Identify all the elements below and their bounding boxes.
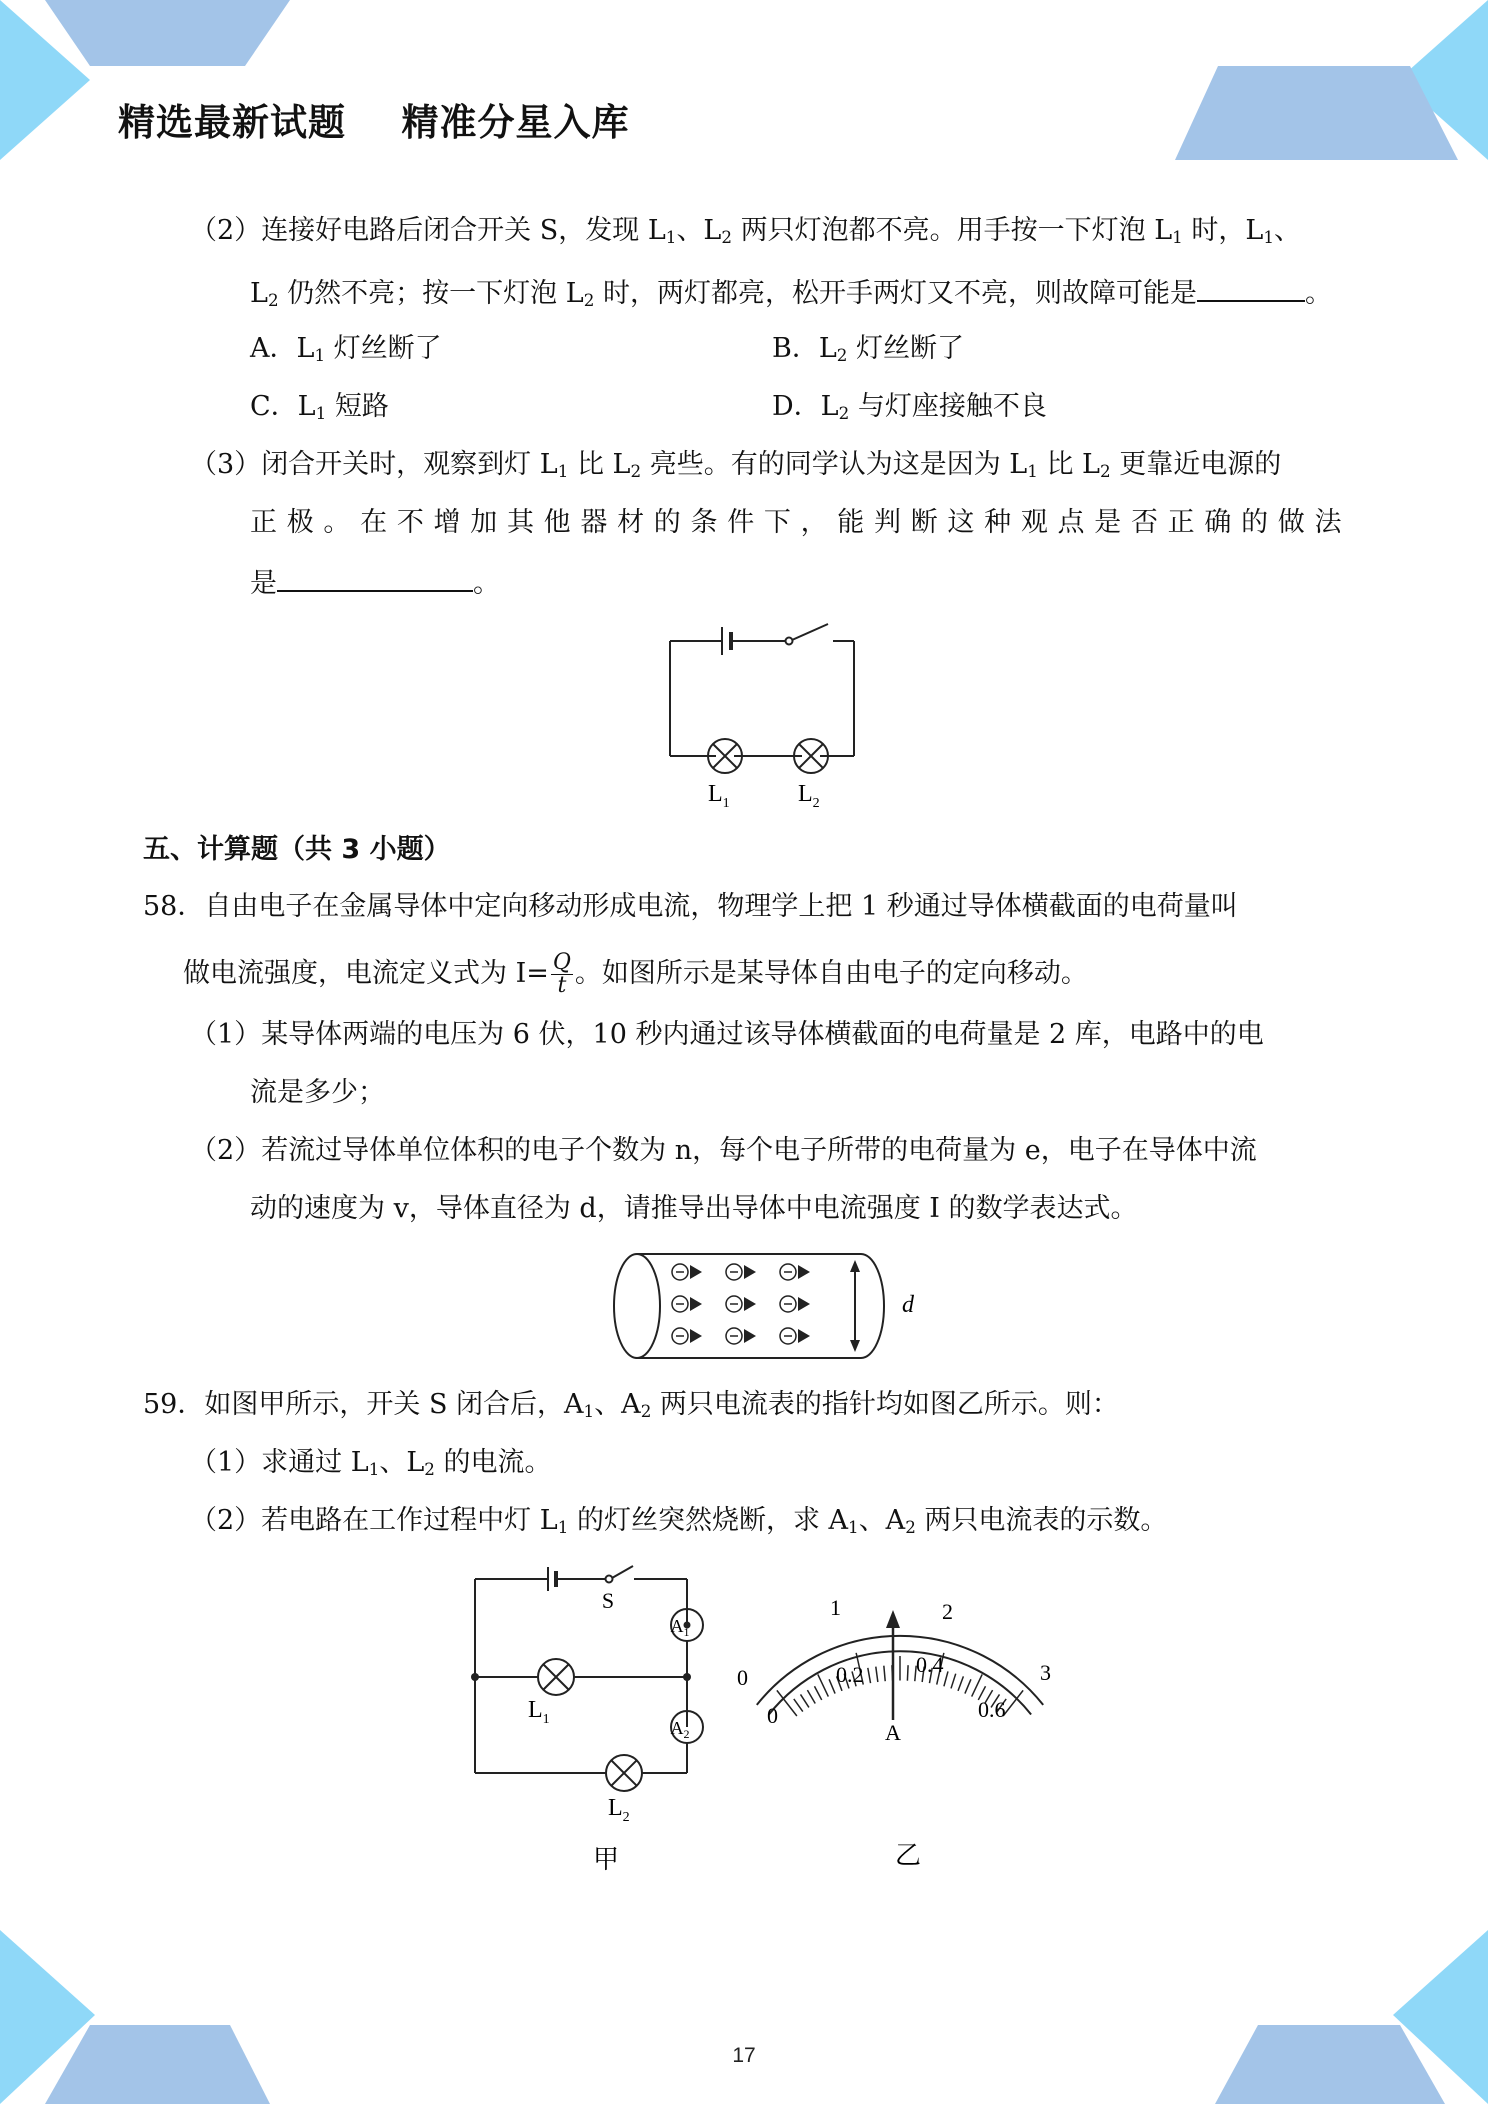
subscript: 2 — [905, 1517, 916, 1537]
text: （2）若电路在工作过程中灯 L — [190, 1505, 558, 1536]
answer-blank[interactable] — [1197, 272, 1305, 302]
option-text: 与灯座接触不良 — [849, 391, 1047, 422]
text: 两只灯泡都不亮。用手按一下灯泡 L — [732, 215, 1173, 246]
q57-option-d — [772, 388, 1047, 426]
header-title: 精选最新试题 精准分星入库 — [118, 101, 630, 144]
circuit-diagram-jia — [460, 1555, 720, 1875]
text: 。如图所示是某导体自由电子的定向移动。 — [574, 958, 1088, 989]
label-l1: $L_1$ — [528, 1697, 550, 1727]
q58-p1-line2: 流是多少； — [250, 1077, 385, 1108]
dial-tick — [944, 1671, 948, 1686]
motion-arrow-icon — [744, 1265, 756, 1279]
label-a2: $A_2$ — [670, 1718, 690, 1741]
motion-arrow-icon — [744, 1297, 756, 1311]
motion-arrow-icon — [690, 1297, 702, 1311]
q58-p2-number: （2） — [190, 1135, 262, 1166]
label-switch: S — [601, 1588, 615, 1613]
current-formula-fraction — [551, 952, 573, 997]
option-label: C．L — [250, 391, 316, 422]
text: 比 L — [568, 449, 631, 480]
text: 、L — [676, 215, 722, 246]
tick-label-lower-0-6: 0.6 — [978, 1697, 1006, 1722]
text: 比 L — [1037, 449, 1100, 480]
text: 、L — [379, 1447, 425, 1478]
q57-option-b — [772, 330, 964, 368]
text: L — [250, 278, 268, 309]
fraction-numerator: Q — [552, 950, 571, 975]
option-text: 灯丝断了 — [847, 333, 965, 364]
dial-tick — [876, 1667, 878, 1682]
dial-tick — [794, 1699, 803, 1712]
q57-p3-number: （3） — [190, 449, 262, 480]
junction-node — [471, 1673, 479, 1681]
motion-arrow-icon — [690, 1265, 702, 1279]
motion-arrow-icon — [798, 1297, 810, 1311]
option-label: B．L — [772, 333, 837, 364]
label-l2: $L_2$ — [608, 1795, 630, 1825]
motion-arrow-icon — [798, 1329, 810, 1343]
option-text: 灯丝断了 — [325, 333, 442, 364]
subscript: 1 — [583, 1401, 595, 1421]
text: 的灯丝突然烧断，求 A — [568, 1505, 849, 1536]
q59-line1 — [143, 1386, 1119, 1424]
q57-p2-line1 — [190, 212, 1301, 250]
text: 更靠近电源的 — [1110, 449, 1282, 480]
dial-tick — [951, 1674, 956, 1689]
q57-option-c — [250, 388, 389, 426]
text: 。 — [1304, 278, 1332, 309]
dial-tick — [868, 1668, 871, 1683]
label-d: d — [902, 1292, 914, 1318]
subscript: 1 — [557, 461, 569, 481]
text: 时，L — [1182, 215, 1264, 246]
tick-label-upper-1: 1 — [830, 1595, 841, 1620]
subscript: 2 — [630, 461, 642, 481]
text: 做电流强度，电流定义式为 I= — [183, 958, 549, 989]
text: 两只电流表的示数。 — [915, 1505, 1168, 1536]
dial-tick — [801, 1694, 809, 1707]
caption-yi: 乙 — [894, 1841, 922, 1870]
text: 、 — [1273, 215, 1301, 246]
dial-unit-label: A — [885, 1720, 901, 1745]
subscript: 1 — [1027, 461, 1038, 481]
motion-arrow-icon — [690, 1329, 702, 1343]
q57-p3-line2: 正极。在不增加其他器材的条件下，能判断这种观点是否正确的做法 — [250, 507, 1350, 538]
conductor-electron-diagram — [600, 1250, 930, 1365]
text: 的电流。 — [434, 1447, 552, 1478]
q58-p1-line1 — [190, 1016, 1264, 1054]
q59-p2 — [190, 1502, 1167, 1540]
subscript: 1 — [1263, 227, 1274, 247]
text: 、A — [858, 1505, 906, 1536]
dial-tick — [818, 1674, 828, 1696]
subscript: 1 — [315, 403, 327, 423]
subscript: 2 — [838, 403, 850, 423]
text: 。 — [473, 568, 500, 599]
text: 亮些。有的同学认为这是因为 L — [641, 449, 1028, 480]
q57-p2-line2 — [250, 272, 1332, 313]
motion-arrow-icon — [798, 1265, 810, 1279]
dial-tick — [972, 1674, 982, 1696]
q58-p2-line1 — [190, 1132, 1257, 1170]
subscript: 1 — [368, 1459, 380, 1479]
tick-label-upper-2: 2 — [942, 1599, 953, 1624]
subscript: 2 — [836, 345, 848, 365]
conductor-left-end — [614, 1254, 660, 1358]
switch-blade — [612, 1566, 633, 1578]
text: 两只电流表的指针均如图乙所示。则： — [651, 1389, 1119, 1420]
subscript: 1 — [665, 227, 677, 247]
subscript: 1 — [557, 1517, 569, 1537]
subscript: 2 — [424, 1459, 435, 1479]
text: （1）求通过 L — [190, 1447, 369, 1478]
q57-p3-line3 — [250, 562, 500, 603]
text: 若流过导体单位体积的电子个数为 n，每个电子所带的电荷量为 e，电子在导体中流 — [261, 1135, 1257, 1166]
q58-line2 — [183, 952, 1088, 997]
dial-tick — [965, 1679, 971, 1693]
tick-label-lower-0-2: 0.2 — [836, 1662, 864, 1687]
section-5-title: 五、计算题（共 3 小题） — [143, 834, 451, 865]
diameter-arrow-top — [850, 1260, 860, 1272]
label-a1: $A_1$ — [670, 1616, 690, 1639]
subscript: 2 — [721, 227, 733, 247]
switch-pivot — [786, 638, 793, 645]
q57-p2-number: （2） — [190, 215, 262, 246]
q57-p3-line1 — [190, 446, 1281, 484]
option-text: 短路 — [326, 391, 389, 422]
subscript: 2 — [1100, 461, 1111, 481]
option-label: A．L — [250, 333, 315, 364]
motion-arrow-icon — [744, 1329, 756, 1343]
dial-tick — [807, 1690, 815, 1703]
label-l1: $L_1$ — [708, 781, 730, 811]
switch-blade — [792, 624, 828, 640]
dial-tick — [829, 1679, 835, 1693]
subscript: 2 — [583, 290, 595, 310]
tick-label-upper-0: 0 — [737, 1665, 748, 1690]
text: 是 — [250, 568, 277, 599]
caption-jia: 甲 — [592, 1845, 620, 1874]
text: 59．如图甲所示，开关 S 闭合后，A — [143, 1389, 584, 1420]
page-number: 17 — [732, 2044, 756, 2067]
tick-label-lower-0-4: 0.4 — [916, 1652, 944, 1677]
diameter-arrow-bottom — [850, 1340, 860, 1352]
circuit-diagram-series — [650, 615, 890, 815]
subscript: 2 — [640, 1401, 652, 1421]
subscript: 1 — [314, 345, 326, 365]
fraction-denominator: t — [557, 973, 567, 998]
q58-line1: 58．自由电子在金属导体中定向移动形成电流，物理学上把 1 秒通过导体横截面的电荷量叫 — [143, 891, 1238, 922]
decor-trapezoid-top-right — [1175, 66, 1458, 160]
text: 某导体两端的电压为 6 伏，10 秒内通过该导体横截面的电荷量是 2 库，电路中的电 — [261, 1019, 1264, 1050]
text: 仍然不亮；按一下灯泡 L — [278, 278, 584, 309]
q57-option-a — [250, 330, 442, 368]
pointer-arrowhead — [886, 1610, 900, 1628]
q59-p1 — [190, 1444, 552, 1482]
option-label: D．L — [772, 391, 839, 422]
text: 、A — [594, 1389, 641, 1420]
ammeter-dial-yi — [720, 1580, 1080, 1880]
conductor-right-end — [861, 1254, 884, 1358]
tick-label-lower-0: 0 — [767, 1703, 778, 1728]
text: 闭合开关时，观察到灯 L — [261, 449, 558, 480]
subscript: 1 — [1172, 227, 1183, 247]
dial-tick — [907, 1665, 908, 1680]
electron-grid — [672, 1264, 810, 1344]
tick-label-upper-3: 3 — [1040, 1660, 1051, 1685]
answer-blank[interactable] — [277, 562, 473, 592]
subscript: 2 — [267, 290, 279, 310]
switch-pivot — [606, 1576, 613, 1583]
q58-p2-line2: 动的速度为 v，导体直径为 d，请推导出导体中电流强度 I 的数学表达式。 — [250, 1193, 1138, 1224]
dial-tick — [814, 1686, 821, 1700]
text: 时，两灯都亮，松开手两灯又不亮，则故障可能是 — [594, 278, 1197, 309]
q58-p1-number: （1） — [190, 1019, 262, 1050]
decor-trapezoid-top-left — [45, 0, 290, 66]
subscript: 1 — [848, 1517, 859, 1537]
junction-node — [683, 1673, 691, 1681]
text: 连接好电路后闭合开关 S，发现 L — [261, 215, 666, 246]
label-l2: $L_2$ — [798, 781, 820, 811]
dial-tick — [958, 1676, 963, 1691]
dial-tick — [884, 1666, 885, 1681]
